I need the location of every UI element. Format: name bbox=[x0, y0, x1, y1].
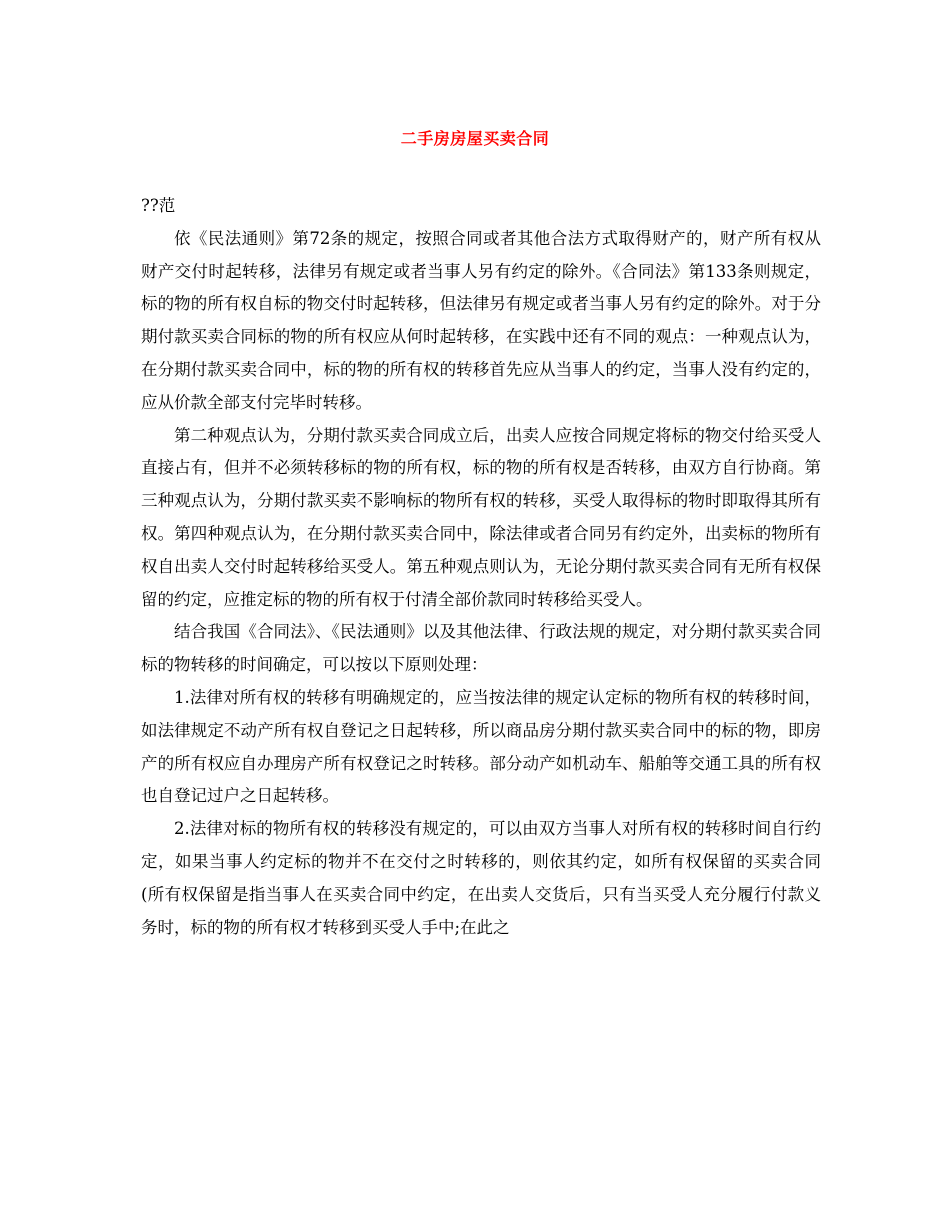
paragraph-5: 2.法律对标的物所有权的转移没有规定的，可以由双方当事人对所有权的转移时间自行约定，如果当事人约定标的物并不在交付之时转移的，则依其约定，如所有权保留的买卖合同(所有权保留是指当事人在买卖合同中约定，在出卖人交货后，只有当买受人充分履行付款义务时，标的物的所有权才转移到买受人手中;在此之 bbox=[141, 819, 821, 937]
document-title: 二手房房屋买卖合同 bbox=[400, 129, 550, 148]
paragraph-3: 结合我国《合同法》、《民法通则》以及其他法律、行政法规的规定，对分期付款买卖合同标的物转移的时间确定，可以按以下原则处理： bbox=[141, 622, 821, 675]
paragraph-2: 第二种观点认为，分期付款买卖合同成立后，出卖人应按合同规定将标的物交付给买受人直接占有，但并不必须转移标的物的所有权，标的物的所有权是否转移，由双方自行协商。第三种观点认为，分期付款买卖不影响标的物所有权的转移，买受人取得标的物时即取得其所有权。第四种观点认为，在分期付款买卖合同中，除法律或者合同另有约定外，出卖标的物所有权自出卖人交付时起转移给买受人。第五种观点则认为，无论分期付款买卖合同有无所有权保留的约定，应推定标的物的所有权于付清全部价款同时转移给买受人。 bbox=[141, 425, 821, 609]
heading-line: ??范 bbox=[141, 196, 176, 215]
paragraph-1: 依《民法通则》第72条的规定，按照合同或者其他合法方式取得财产的，财产所有权从财产交付时起转移，法律另有规定或者当事人另有约定的除外。《合同法》第133条则规定，标的物的所有权自标的物交付时起转移，但法律另有规定或者当事人另有约定的除外。对于分期付款买卖合同标的物的所有权应从何时起转移，在实践中还有不同的观点：一种观点认为，在分期付款买卖合同中，标的物的所有权的转移首先应从当事人的约定，当事人没有约定的，应从价款全部支付完毕时转移。 bbox=[141, 228, 821, 412]
paragraph-4: 1.法律对所有权的转移有明确规定的，应当按法律的规定认定标的物所有权的转移时间，如法律规定不动产所有权自登记之日起转移，所以商品房分期付款买卖合同中的标的物，即房产的所有权应自办理房产所有权登记之时转移。部分动产如机动车、船舶等交通工具的所有权也自登记过户之日起转移。 bbox=[141, 687, 821, 806]
document-body bbox=[141, 190, 821, 944]
